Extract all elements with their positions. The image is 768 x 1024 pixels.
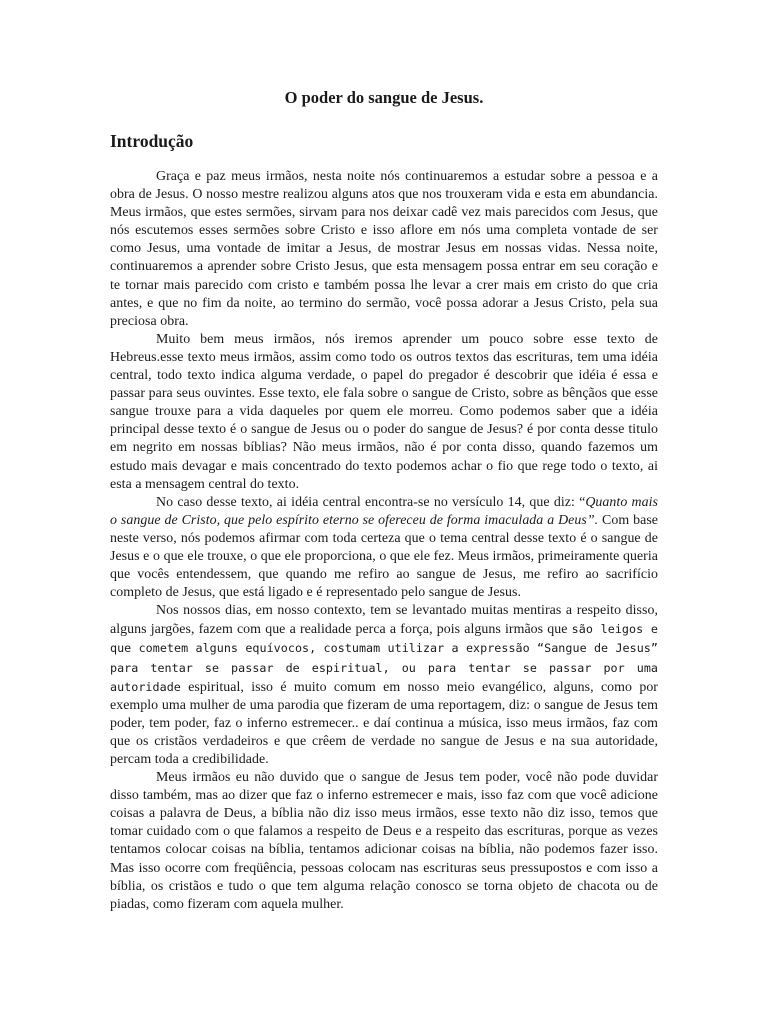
scripture-quote: Quanto mais o sangue de Cristo, que pelo espírito eterno se ofereceu de forma imaculada a Deus”. [110,494,658,528]
paragraph-5: Meus irmãos eu não duvido que o sangue de Jesus tem poder, você não pode duvidar disso também, mas ao dizer que faz o inferno estremecer e mais, isso faz com que você adicione coisas a palavra de Deus, a bíblia não diz isso meus irmãos, esse texto não diz isso, temos que tomar cuidado com o que falamos a respeito de Deus e a respeito das escrituras, porque as vezes tentamos colocar coisas na bíblia, tentamos adicionar coisas na bíblia, não podemos fazer isso. Mas isso ocorre com freqüência, pessoas colocam nas escrituras seus pressupostos e com isso a bíblia, os cristãos e tudo o que tem alguma relação conosco se torna objeto de chacota ou de piadas, como fizeram com aquela mulher. [110,770,658,912]
paragraph-1: Graça e paz meus irmãos, nesta noite nós continuaremos a estudar sobre a pessoa e a obra de Jesus. O nosso mestre realizou alguns atos que nos trouxeram vida e esta em abundancia. Meus irmãos, que estes sermões, sirvam para nos deixar cadê vez mais parecidos com Jesus, que nós escutemos esses sermões sobre Cristo e isso aflore em nós uma completa vontade de ser como Jesus, uma vontade de imitar a Jesus, de mostrar Jesus em nossas vidas. Nessa noite, continuaremos a aprender sobre Cristo Jesus, que esta mensagem possa entrar em seu coração e te tornar mais parecido com cristo e também possa lhe levar a crer mais em cristo do que cria antes, e que no fim da noite, ao termino do sermão, você possa adorar a Jesus Cristo, pela sua preciosa obra. [110,169,658,329]
paragraph-3-body: Com base neste verso, nós podemos afirmar com toda certeza que o tema central desse texto é o sangue de Jesus e o que ele trouxe, o que ele proporciona, o que ele fez. Meus irmãos, primeiramente queria que vocês entendessem, que quando me refiro ao sangue de Jesus, me refiro ao sacrifício completo de Jesus, que está ligado e é representado pelo sangue de Jesus. [110,512,659,601]
paragraph-4 [110,602,658,769]
paragraph-3 [110,494,658,603]
paragraph-3-intro: No caso desse texto, ai idéia central encontra-se no versículo 14, que diz: “ [156,494,586,510]
paragraph-4-body: espiritual, isso é muito comum em nosso meio evangélico, alguns, como por exemplo uma mulher de uma parodia que fizeram de uma reportagem, diz: o sangue de Jesus tem poder, tem poder, faz o inferno estremecer.. e daí continua a música, isso meus irmãos, faz com que os cristãos verdadeiros e que crêem de verdade no sangue de Jesus e na sua autoridade, percam toda a credibilidade. [110,679,658,767]
paragraph-2: Muito bem meus irmãos, nós iremos aprender um pouco sobre esse texto de Hebreus.esse texto meus irmãos, assim como todo os outros textos das escrituras, tem uma idéia central, todo texto indica alguma verdade, o papel do pregador é descobrir que idéia é essa e passar para seus ouvintes. Esse texto, ele fala sobre o sangue de Cristo, sobre as bênçãos que esse sangue trouxe para a vida daqueles por quem ele morreu. Como podemos saber que a idéia principal desse texto é o sangue de Jesus ou o poder do sangue de Jesus? é por conta desse titulo em negrito em nossas bíblias? Não meus irmãos, não é por conta disso, quando fazemos um estudo mais devagar e mais concentrado do texto podemos achar o fio que rege todo o texto, ai esta a mensagem central do texto. [110,331,658,492]
document-title: O poder do sangue de Jesus. [284,88,484,107]
section-heading: Introdução [110,131,194,151]
paragraph-4-intro: Nos nossos dias, em nosso contexto, tem se levantado muitas mentiras a respeito disso, alguns jargões, fazem com que a realidade perca a força, pois alguns irmãos que [110,603,658,638]
paragraph-4-monospace-text: são leigos e que cometem alguns equívocos, costumam utilizar a expressão “Sangue de Jesus” para tentar se passar de espiritual, ou para tentar se passar por uma autoridade [110,622,658,694]
